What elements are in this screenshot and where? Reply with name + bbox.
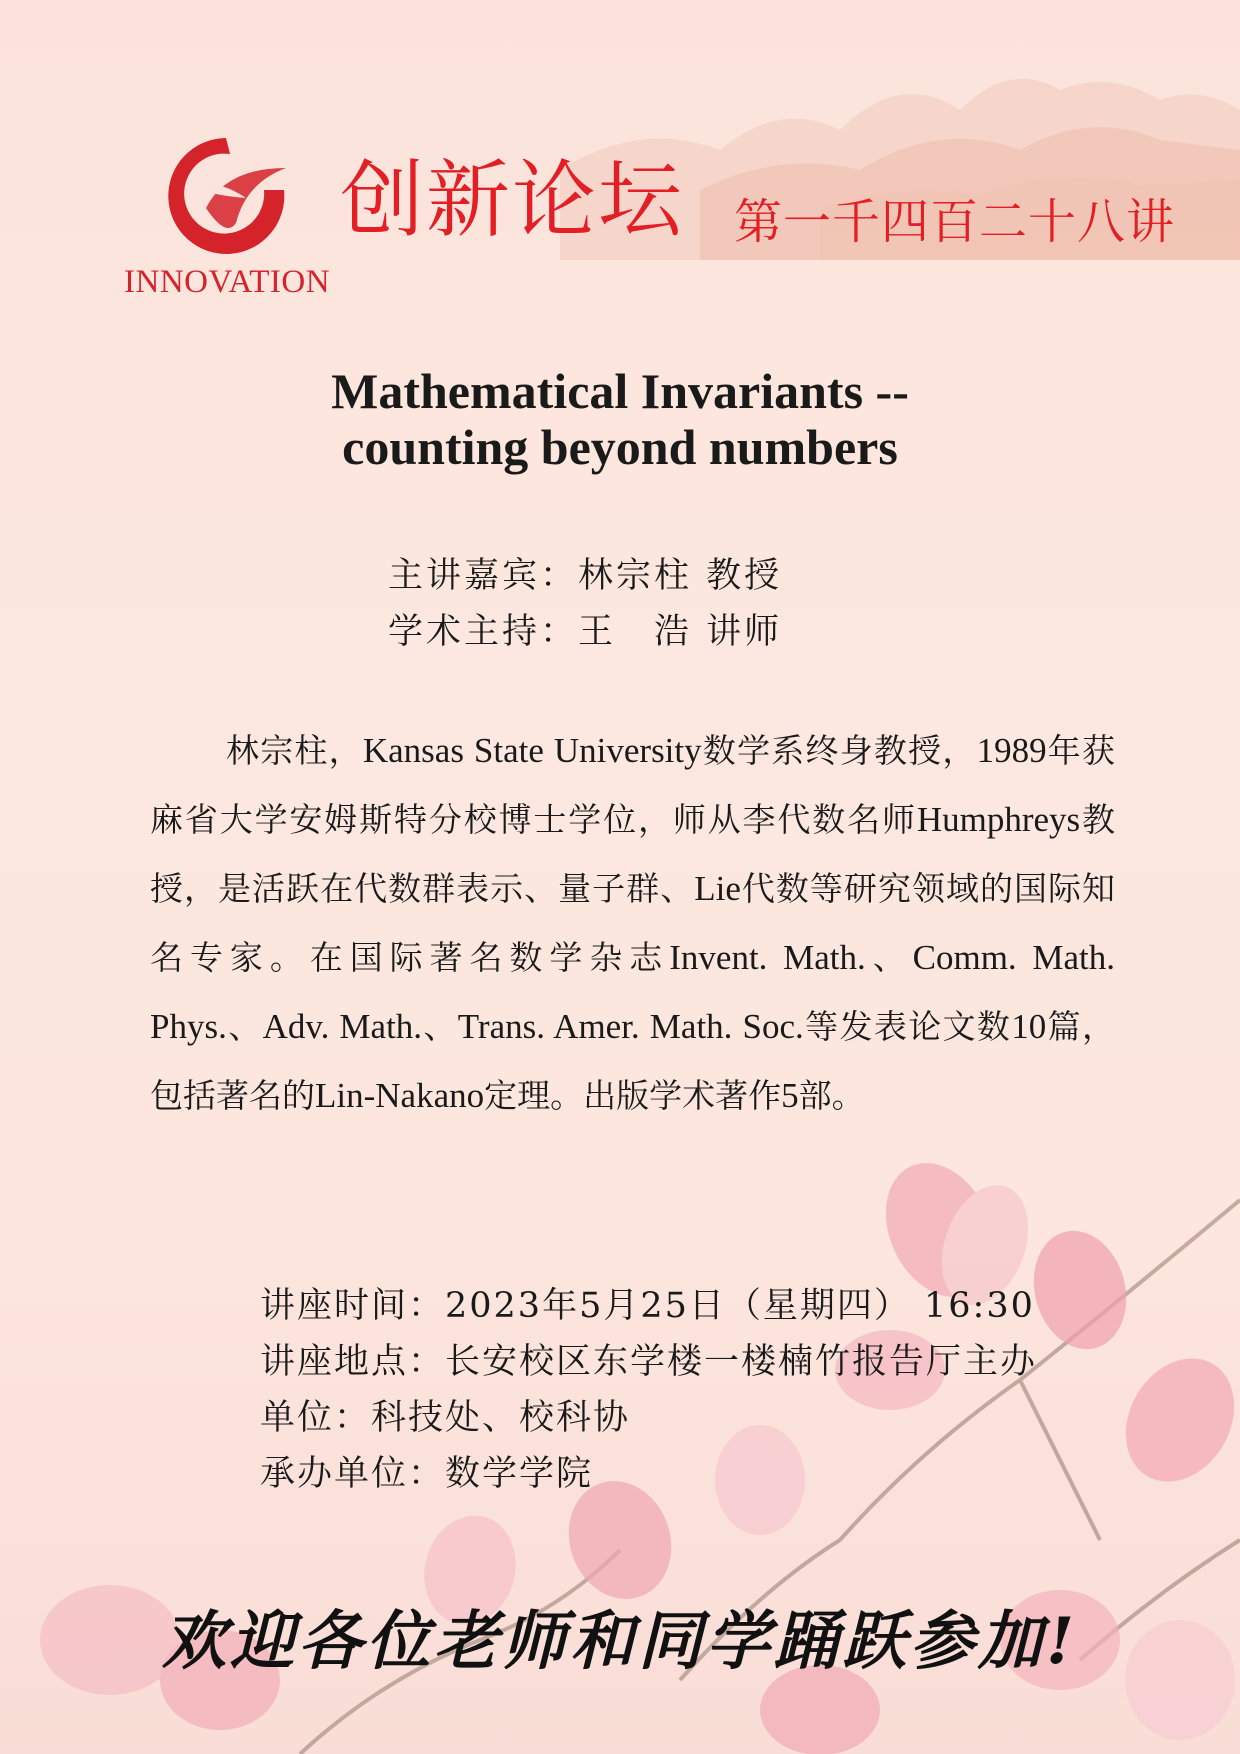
bio-advisor: Humphreys: [916, 800, 1081, 839]
bio-count: 10: [1011, 1007, 1047, 1046]
bio-books: 5: [781, 1076, 799, 1115]
bio-journal: Trans. Amer. Math. Soc.: [457, 1007, 804, 1046]
bio-text: 等发表论文数: [803, 1007, 1012, 1046]
forum-title: 创新论坛: [340, 151, 685, 249]
host-line: 学术主持：王 浩 讲师: [388, 612, 783, 652]
event-venue: 讲座地点：长安校区东学楼一楼楠竹报告厅主办: [260, 1342, 1038, 1382]
event-info: [260, 1278, 1037, 1502]
talk-title-line-2: counting beyond numbers: [342, 419, 898, 475]
speaker-line: 主讲嘉宾：林宗柱 教授: [388, 556, 783, 596]
innovation-swirl-icon: [156, 128, 296, 258]
speaker-bio: [150, 716, 1115, 1130]
talk-title: [0, 363, 1240, 475]
bio-text: 定理。出版学术著作: [484, 1076, 782, 1115]
event-undertaker: 承办单位：数学学院: [260, 1454, 594, 1494]
bio-text: 、: [226, 1007, 263, 1046]
innovation-logo: [118, 128, 348, 308]
bio-journal: Adv. Math.: [262, 1007, 423, 1046]
bio-text: 年获麻省大学安姆斯特分校博士学位，师从李代数名师: [150, 731, 1116, 839]
bio-text: 代数等研究领域的国际知名专家。在国际著名数学杂志: [150, 869, 1116, 977]
event-organizer: 单位：科技处、校科协: [260, 1398, 631, 1438]
lecture-number: 第一千四百二十八讲: [734, 194, 1176, 250]
bio-text: 、: [865, 938, 913, 977]
bio-lie: Lie: [694, 869, 741, 908]
talk-title-line-1: Mathematical Invariants --: [331, 363, 909, 419]
bio-journal: Comm. Math. Phys.: [150, 938, 1116, 1046]
bio-text: 数学系终身教授，: [701, 731, 977, 770]
logo-text: INNOVATION: [124, 264, 331, 300]
bio-year: 1989: [976, 731, 1047, 770]
people-block: [388, 548, 782, 660]
event-time: 讲座时间：2023年5月25日（星期四） 16:30: [260, 1286, 1035, 1326]
bio-text: 篇，包括著名的: [150, 1007, 1116, 1115]
bio-university: Kansas State University: [362, 731, 702, 770]
bio-theorem: Lin-Nakano: [315, 1076, 485, 1115]
bio-text: 教授，是活跃在代数群表示、量子群、: [150, 800, 1116, 908]
bio-text: 林宗柱，: [226, 731, 363, 770]
bio-journal: Invent. Math.: [669, 938, 866, 977]
welcome-message: 欢迎各位老师和同学踊跃参加!: [161, 1604, 1079, 1679]
bio-text: 、: [422, 1007, 458, 1046]
bio-text: 部。: [798, 1076, 865, 1115]
